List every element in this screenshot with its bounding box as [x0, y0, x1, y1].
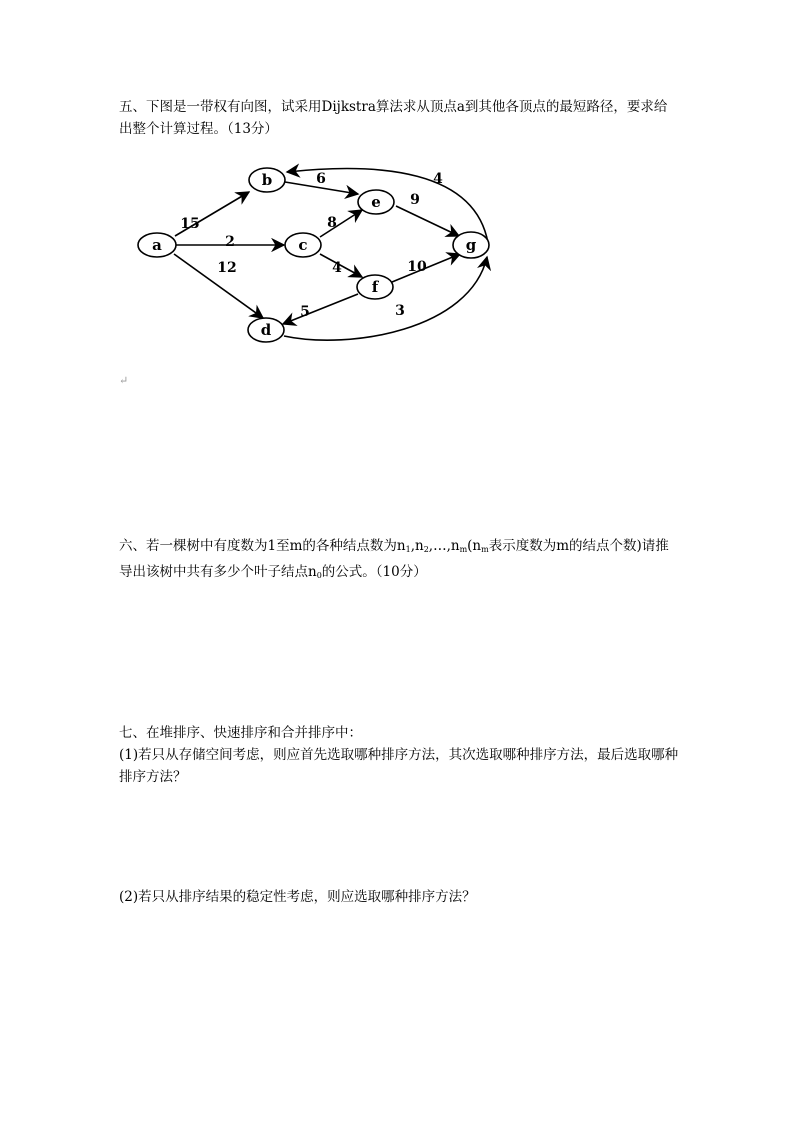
node-b [249, 168, 285, 192]
node-f [357, 275, 393, 299]
q7-heading: 七、在堆排序、快速排序和合并排序中： [119, 725, 362, 741]
node-d [248, 318, 284, 342]
weight-e-g: 9 [410, 192, 420, 208]
q6-sep-1: ,n [410, 538, 424, 554]
question-5: 五、下图是一带权有向图，试采用Dijkstra算法求从顶点a到其他各顶点的最短路径，要求给出整个计算过程。（13分） [119, 99, 668, 137]
weight-d-g: 3 [395, 303, 405, 319]
weight-a-b: 15 [180, 216, 200, 232]
node-label: d [260, 321, 272, 339]
edge-f-d [283, 294, 358, 324]
q6-sub-2: 2 [423, 545, 429, 554]
question-7 [119, 722, 679, 788]
paragraph-mark: ↵ [119, 374, 129, 387]
q7-part-1: (1)若只从存储空间考虑，则应首先选取哪种排序方法，其次选取哪种排序方法，最后选取哪种排序方法？ [119, 747, 679, 785]
q6-sub-1: 1 [405, 545, 411, 554]
node-label: f [371, 278, 379, 296]
weight-c-f: 4 [332, 260, 342, 276]
q6-sub-m: m [459, 545, 468, 554]
weight-f-g: 10 [407, 259, 427, 275]
q6-text-1: 六、若一棵树中有度数为1至m的各种结点数为n [119, 538, 406, 554]
weight-g-b: 4 [433, 171, 443, 187]
q6-text-3: 表示度数为m的结点个数)请推导出该树中共有多少个叶子结点n [119, 538, 669, 580]
node-a [138, 233, 176, 257]
q6-sub-0: 0 [316, 571, 322, 580]
node-label: c [298, 236, 308, 254]
node-e [358, 190, 394, 214]
q7-part-2: (2)若只从排序结果的稳定性考虑，则应选取哪种排序方法？ [119, 889, 476, 905]
node-label: e [371, 193, 381, 211]
edge-e-g [396, 206, 459, 236]
weight-f-d: 5 [300, 304, 310, 320]
question-6 [119, 535, 679, 587]
node-label: g [465, 236, 477, 254]
node-g [453, 232, 489, 258]
weight-a-d: 12 [217, 260, 237, 276]
q6-text-4: 的公式。（10分） [321, 564, 427, 580]
weight-a-c: 2 [225, 234, 235, 250]
q6-sep-2: ,…,n [428, 538, 460, 554]
weight-c-e: 8 [327, 215, 337, 231]
node-label: a [152, 236, 162, 254]
weight-b-e: 6 [316, 171, 326, 187]
q6-sub-m2: m [481, 545, 489, 554]
q6-text-2: (n [467, 538, 482, 554]
weighted-directed-graph [0, 0, 794, 400]
edge-d-g [284, 257, 487, 340]
node-c [285, 233, 321, 257]
node-label: b [261, 171, 273, 189]
